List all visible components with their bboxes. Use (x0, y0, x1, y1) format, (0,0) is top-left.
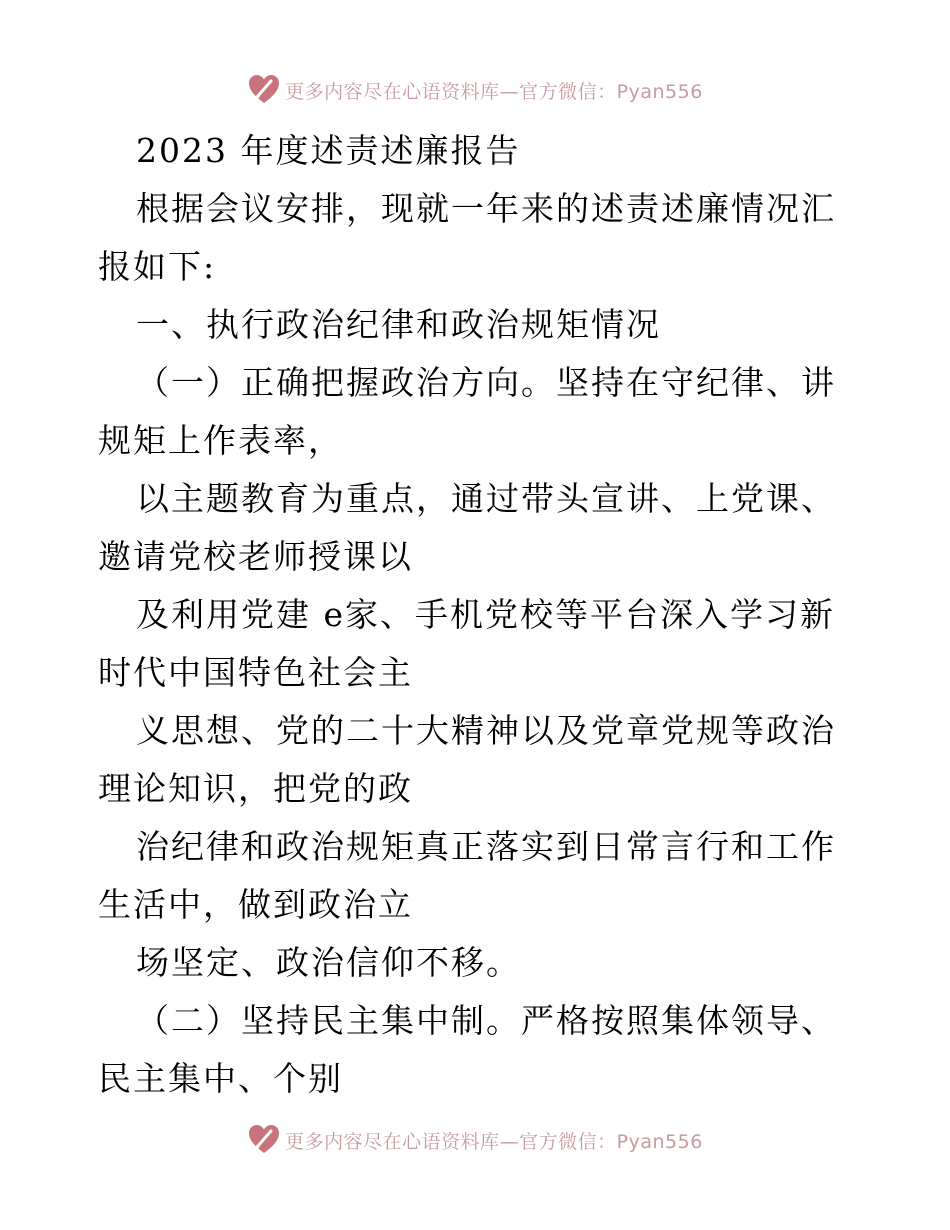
paragraph: 根据会议安排，现就一年来的述责述廉情况汇报如下: (98, 189, 836, 286)
paragraph: 一、执行政治纪律和政治规矩情况 (136, 305, 661, 344)
watermark-text: 更多内容尽在心语资料库—官方微信：Pyan556 (285, 80, 703, 103)
document-body (98, 122, 854, 1108)
paragraph: 及利用党建 e家、手机党校等平台深入学习新时代中国特色社会主 (98, 595, 836, 692)
heart-pen-logo-icon (247, 73, 281, 107)
watermark-text: 更多内容尽在心语资料库—官方微信：Pyan556 (285, 1130, 703, 1153)
footer-watermark-banner (0, 1120, 950, 1160)
heart-pen-logo-icon (247, 1123, 281, 1157)
document-title: 2023 年度述责述廉报告 (136, 131, 521, 170)
paragraph: 义思想、党的二十大精神以及党章党规等政治理论知识，把党的政 (98, 711, 836, 808)
paragraph: （一）正确把握政治方向。坚持在守纪律、讲规矩上作表率， (98, 363, 836, 460)
paragraph: 治纪律和政治规矩真正落实到日常言行和工作生活中，做到政治立 (98, 827, 836, 924)
header-watermark-banner (0, 70, 950, 110)
paragraph: 以主题教育为重点，通过带头宣讲、上党课、邀请党校老师授课以 (98, 479, 836, 576)
paragraph: （二）坚持民主集中制。严格按照集体领导、民主集中、个别 (98, 1001, 836, 1098)
paragraph: 场坚定、政治信仰不移。 (136, 943, 521, 982)
